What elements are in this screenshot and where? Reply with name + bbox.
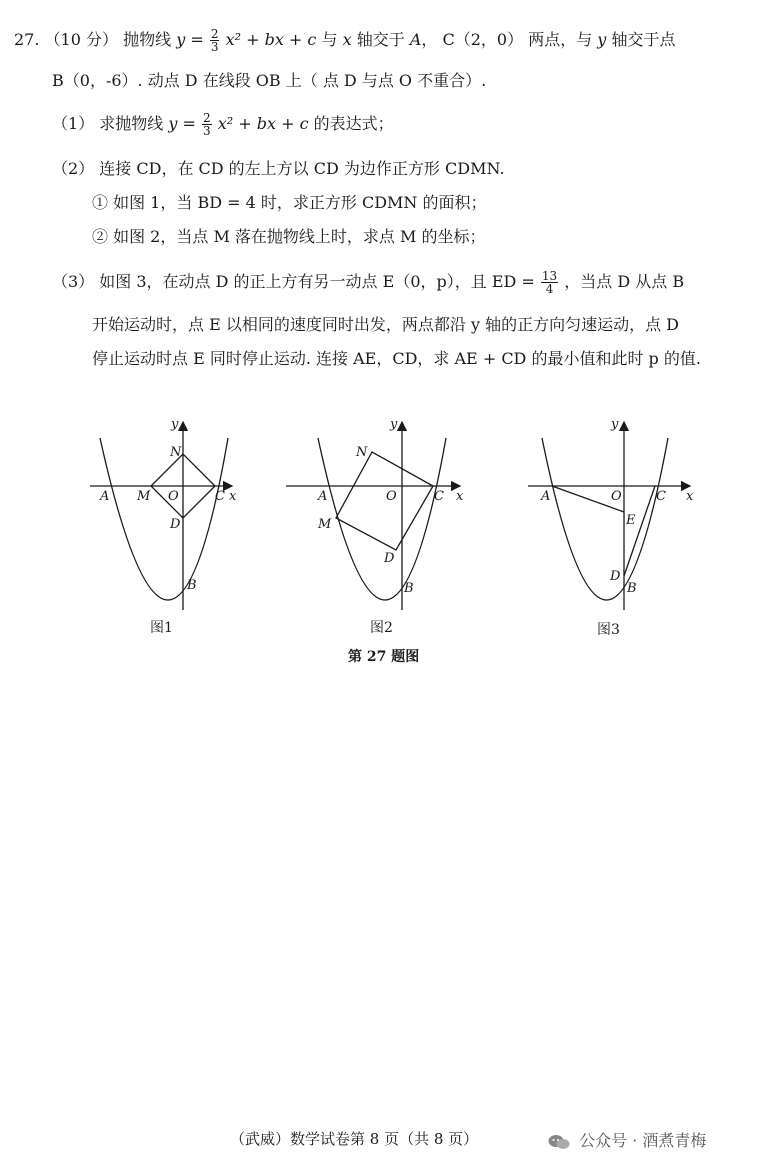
figure-2-labels: [317, 417, 464, 596]
page-footer: （武威）数学试卷第 8 页（共 8 页）: [230, 1130, 479, 1148]
q1-y-equals: y =: [168, 114, 196, 133]
x-axis-var: x: [342, 30, 352, 49]
figure-3-labels: [540, 417, 694, 596]
q3-label: （3）: [52, 272, 95, 291]
fig2-label-m: M: [318, 517, 332, 532]
fraction-numerator: 2: [210, 27, 219, 41]
fig2-label-a: A: [318, 489, 328, 504]
q1-polynomial-tail: x² + bx + c: [217, 114, 309, 133]
problem-score: （10 分）: [44, 30, 118, 49]
fig1-label-y: y: [171, 417, 179, 432]
question-3-line-3: 停止运动时点 E 同时停止运动. 连接 AE，CD，求 AE + CD 的最小值和此时 p 的值.: [92, 349, 701, 368]
figures-svg: [0, 400, 768, 680]
fraction-denominator: 3: [210, 40, 219, 54]
fig3-parabola: [542, 438, 668, 600]
y-equals: y =: [176, 30, 204, 49]
figure-3: [528, 422, 690, 610]
figure-1: [90, 422, 232, 610]
q3-ed-fraction: [541, 270, 558, 295]
point-a: A: [409, 30, 422, 49]
fig1-label-m: M: [137, 489, 151, 504]
figures-area: [0, 400, 768, 680]
q1-fraction-numerator: 2: [203, 111, 211, 125]
figures-group-caption: 第 27 题图: [348, 649, 420, 665]
q3-text-a: 如图 3，在动点 D 的正上方有另一动点 E（0，p），且 ED =: [99, 272, 535, 291]
stem-text-d: 两点，与: [528, 30, 593, 49]
fig1-label-d: D: [170, 517, 181, 532]
problem-number: 27.: [14, 30, 40, 49]
q2-text: 连接 CD，在 CD 的左上方以 CD 为边作正方形 CDMN.: [99, 159, 505, 178]
point-c: C（2，0）: [442, 30, 524, 49]
question-1: [52, 112, 394, 137]
stem-text-a: 抛物线: [123, 30, 172, 49]
fig3-label-a: A: [541, 489, 551, 504]
fig1-label-o: O: [168, 489, 179, 504]
fig3-caption: 图3: [597, 622, 620, 638]
q1-fraction-denominator: 3: [203, 124, 211, 138]
question-3-line-2: 开始运动时，点 E 以相同的速度同时出发，两点都沿 y 轴的正方向匀速运动，点 D: [92, 315, 679, 334]
stem-text-e: 轴交于点: [611, 30, 676, 49]
polynomial-tail: x² + bx + c: [225, 30, 317, 49]
fig1-caption: 图1: [150, 620, 173, 636]
fig1-label-c: C: [215, 489, 225, 504]
fig1-parabola: [100, 438, 228, 600]
fig2-label-o: O: [386, 489, 397, 504]
fig3-label-c: C: [656, 489, 666, 504]
fig3-segment-cd: [624, 486, 655, 576]
q2-label: （2）: [52, 159, 95, 178]
q1-text-b: 的表达式；: [313, 114, 394, 133]
fig3-label-x: x: [686, 489, 694, 504]
fig2-label-x: x: [456, 489, 464, 504]
q1-label: （1）: [52, 114, 95, 133]
question-2: [52, 158, 505, 180]
question-2-part-1: ① 如图 1，当 BD = 4 时，求正方形 CDMN 的面积；: [92, 193, 487, 212]
q3-fraction-denominator: 4: [545, 282, 554, 296]
fig2-label-d: D: [384, 551, 395, 566]
fig3-label-d: D: [610, 569, 621, 584]
problem-line-1: 27. （10 分） 抛物线 y = $\frac{2}{3}$ x² + bx + c 与 x 轴交于 A， C（2，0） 两点，与 y 轴交于点: [14, 27, 676, 54]
stem-text-c: 轴交于: [356, 30, 405, 49]
watermark: [548, 1128, 706, 1151]
fig2-label-n: N: [356, 445, 368, 460]
fig2-label-c: C: [434, 489, 444, 504]
fig1-label-a: A: [100, 489, 110, 504]
fig1-label-b: B: [187, 578, 197, 593]
q3-fraction-numerator: 13: [541, 269, 558, 283]
figure-2: [286, 422, 460, 610]
fig3-label-e: E: [626, 513, 636, 528]
wechat-icon: [548, 1133, 570, 1151]
fig3-label-y: y: [611, 417, 619, 432]
coefficient-fraction: [210, 28, 220, 53]
stem-text-b: 与: [321, 30, 338, 49]
y-axis-var: y: [597, 30, 607, 49]
fig1-label-x: x: [229, 489, 237, 504]
figure-1-labels: [99, 417, 237, 593]
question-2-part-2: ② 如图 2，当点 M 落在抛物线上时，求点 M 的坐标；: [92, 227, 486, 246]
problem-line-2: B（0，-6）. 动点 D 在线段 OB 上（ 点 D 与点 O 不重合）.: [52, 71, 487, 90]
fig2-label-y: y: [390, 417, 398, 432]
fig3-label-o: O: [611, 489, 622, 504]
fig2-square-cdmn: [336, 452, 433, 550]
fig1-label-n: N: [170, 445, 182, 460]
question-3: [52, 270, 684, 295]
watermark-text: 公众号 · 酒煮青梅: [579, 1131, 707, 1150]
q1-text-a: 求抛物线: [99, 114, 164, 133]
q3-text-b: ，当点 D 从点 B: [564, 272, 685, 291]
q1-coefficient-fraction: [202, 112, 212, 137]
fig3-label-b: B: [627, 581, 637, 596]
fig2-caption: 图2: [370, 620, 393, 636]
fig2-label-b: B: [404, 581, 414, 596]
